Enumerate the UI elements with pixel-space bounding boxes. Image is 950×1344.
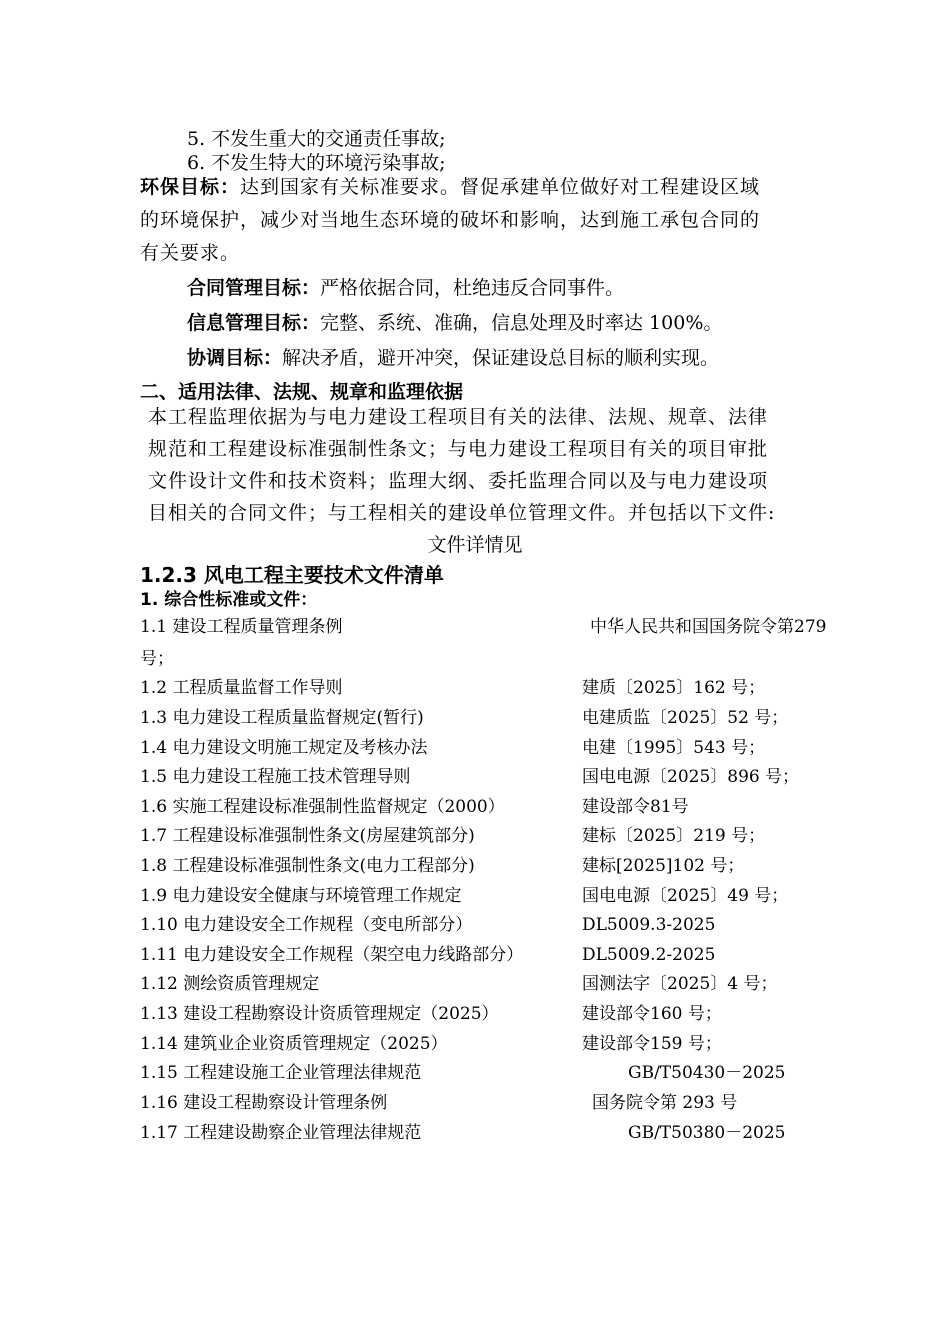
document-name: 1.12 测绘资质管理规定 xyxy=(140,974,320,994)
section-2-para-line-2: 规范和工程建设标准强制性条文；与电力建设工程项目有关的项目审批 xyxy=(148,438,769,460)
document-ref: 国电电源〔2025〕49 号； xyxy=(582,886,789,906)
document-name: 1.13 建设工程勘察设计资质管理规定（2025） xyxy=(140,1004,499,1024)
document-ref: 建设部令81号 xyxy=(582,797,689,817)
coord-goal xyxy=(187,346,719,370)
document-name: 1.2 工程质量监督工作导则 xyxy=(140,678,343,698)
document-ref: 建标[2025]102 号； xyxy=(582,856,745,876)
document-ref: 建标〔2025〕219 号； xyxy=(582,826,766,846)
document-name: 1.15 工程建设施工企业管理法律规范 xyxy=(140,1063,422,1083)
document-name: 1.6 实施工程建设标准强制性监督规定（2000） xyxy=(140,797,505,817)
env-goal-line-3: 有关要求。 xyxy=(140,242,241,264)
document-name: 1.4 电力建设文明施工规定及考核办法 xyxy=(140,738,428,758)
document-name: 1.9 电力建设安全健康与环境管理工作规定 xyxy=(140,886,462,906)
coord-goal-label: 协调目标： xyxy=(187,347,283,369)
document-ref: 建设部令160 号； xyxy=(582,1004,722,1024)
info-goal xyxy=(187,311,722,335)
document-name: 1.16 建设工程勘察设计管理条例 xyxy=(140,1093,388,1113)
document-name: 1.1 建设工程质量管理条例 xyxy=(140,617,343,637)
section-2-para-line-3: 文件设计文件和技术资料；监理大纲、委托监理合同以及与电力建设项 xyxy=(148,470,769,492)
document-ref: 中华人民共和国国务院令第279 xyxy=(590,617,827,637)
document-ref-continued: 号； xyxy=(140,649,174,669)
info-goal-text: 完整、系统、准确，信息处理及时率达 100%。 xyxy=(320,312,723,334)
contract-goal-text: 严格依据合同，杜绝违反合同事件。 xyxy=(320,277,625,299)
document-name: 1.11 电力建设安全工作规程（架空电力线路部分） xyxy=(140,945,524,965)
document-ref: 建设部令159 号； xyxy=(582,1034,722,1054)
contract-goal xyxy=(187,276,624,300)
env-goal-label: 环保目标： xyxy=(140,176,241,198)
document-ref: DL5009.3-2025 xyxy=(582,915,716,935)
contract-goal-label: 合同管理目标： xyxy=(187,277,321,299)
document-name: 1.8 工程建设标准强制性条文(电力工程部分) xyxy=(140,856,475,876)
document-ref: GB/T50430－2025 xyxy=(628,1063,786,1083)
document-ref: 国电电源〔2025〕896 号； xyxy=(582,767,800,787)
document-name: 1.3 电力建设工程质量监督规定(暂行) xyxy=(140,708,424,728)
document-name: 1.10 电力建设安全工作规程（变电所部分） xyxy=(140,915,473,935)
info-goal-label: 信息管理目标： xyxy=(187,312,321,334)
section-2-para-line-1: 本工程监理依据为与电力建设工程项目有关的法律、法规、规章、法律 xyxy=(148,406,769,428)
section-2-para-line-4: 目相关的合同文件；与工程相关的建设单位管理文件。并包括以下文件: xyxy=(148,502,776,524)
section-2-para-line-5: 文件详情见 xyxy=(427,534,523,556)
document-ref: 国务院令第 293 号 xyxy=(592,1093,738,1113)
document-ref: 国测法字〔2025〕4 号； xyxy=(582,974,778,994)
document-ref: GB/T50380－2025 xyxy=(628,1123,786,1143)
document-ref: 电建〔1995〕543 号； xyxy=(582,738,766,758)
document-ref: 电建质监〔2025〕52 号； xyxy=(582,708,789,728)
goal-item-6: 6. 不发生特大的环境污染事故; xyxy=(187,152,446,174)
document-name: 1.14 建筑业企业资质管理规定（2025） xyxy=(140,1034,448,1054)
section-123-title: 1.2.3 风电工程主要技术文件清单 xyxy=(140,563,444,587)
coord-goal-text: 解决矛盾，避开冲突，保证建设总目标的顺利实现。 xyxy=(282,347,720,369)
env-goal-line-1 xyxy=(140,175,760,199)
env-goal-line-2: 的环境保护，减少对当地生态环境的破坏和影响，达到施工承包合同的 xyxy=(140,209,761,231)
env-goal-text-1: 达到国家有关标准要求。督促承建单位做好对工程建设区域 xyxy=(240,176,761,198)
document-ref: 建质〔2025〕162 号； xyxy=(582,678,766,698)
document-ref: DL5009.2-2025 xyxy=(582,945,716,965)
document-name: 1.17 工程建设勘察企业管理法律规范 xyxy=(140,1123,422,1143)
section-123-subtitle: 1. 综合性标准或文件： xyxy=(140,590,318,610)
document-name: 1.7 工程建设标准强制性条文(房屋建筑部分) xyxy=(140,826,475,846)
section-2-title: 二、适用法律、法规、规章和监理依据 xyxy=(140,381,464,403)
goal-item-5: 5. 不发生重大的交通责任事故; xyxy=(187,128,446,150)
document-name: 1.5 电力建设工程施工技术管理导则 xyxy=(140,767,411,787)
